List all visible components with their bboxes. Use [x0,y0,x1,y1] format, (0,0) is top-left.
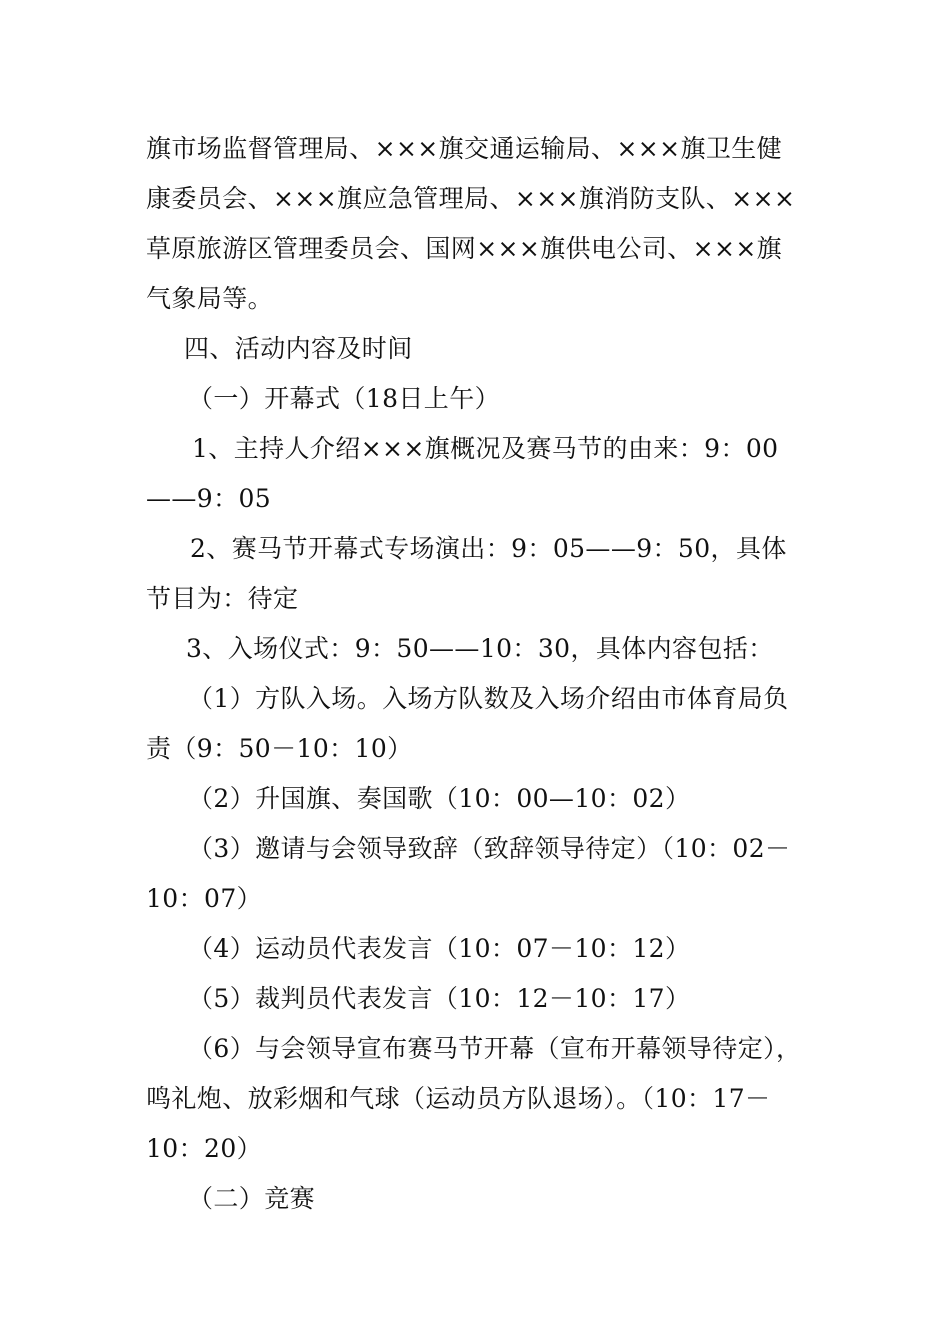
text-line: （4）运动员代表发言（10：07－10：12） [188,934,691,963]
text-line: 气象局等。 [146,284,274,313]
text-line: （5）裁判员代表发言（10：12－10：17） [188,984,691,1013]
text-line: 责（9：50－10：10） [146,734,413,763]
text-line: 节目为：待定 [146,584,299,613]
text-line: 旗市场监督管理局、×××旗交通运输局、×××旗卫生健 [146,134,783,163]
text-line: 10：07） [146,884,263,913]
text-line: 草原旅游区管理委员会、国网×××旗供电公司、×××旗 [146,234,783,263]
text-line: 10：20） [146,1134,263,1163]
text-line: ——9：05 [146,484,272,513]
text-line: （2）升国旗、奏国歌（10：00—10：02） [188,784,691,813]
subsection-heading: （二）竞赛 [188,1184,316,1213]
text-line: 1、主持人介绍×××旗概况及赛马节的由来：9：00 [192,434,779,463]
text-line: （1）方队入场。入场方队数及入场介绍由市体育局负 [188,684,789,713]
text-line: 鸣礼炮、放彩烟和气球（运动员方队退场）。（10：17－ [146,1084,771,1113]
text-line: 2、赛马节开幕式专场演出：9：05——9：50，具体 [190,534,787,563]
text-line: （3）邀请与会领导致辞（致辞领导待定）（10：02－ [188,834,791,863]
text-line: （6）与会领导宣布赛马节开幕（宣布开幕领导待定）， [188,1034,802,1063]
section-heading: 四、活动内容及时间 [184,334,413,363]
text-line: 康委员会、×××旗应急管理局、×××旗消防支队、××× [146,184,796,213]
text-line: 3、入场仪式：9：50——10：30，具体内容包括： [186,634,774,663]
subsection-heading: （一）开幕式（18日上午） [188,384,501,413]
